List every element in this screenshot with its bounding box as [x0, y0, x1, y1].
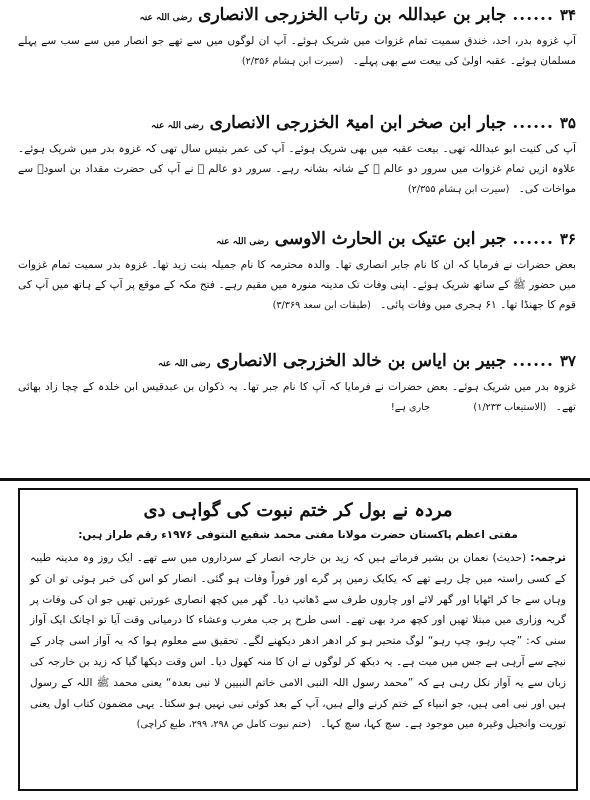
- entry-name: جابر بن عبداللہ بن رتاب الخزرجی الانصاری: [198, 5, 507, 25]
- entry-number: ۳۶: [559, 230, 576, 248]
- entry-dots: ......: [512, 351, 554, 371]
- section-divider: [0, 478, 590, 481]
- article-body: [30, 548, 566, 736]
- entry-body: [18, 31, 576, 72]
- article-text: (حدیث) نعمان بن بشیر فرماتے ہیں کہ زید بن خارجہ انصار کے سرداروں میں سے تھے۔ ایک روز وہ مدینہ طیبہ کے کسی راستہ میں چل رہے تھے کہ یکایک زمین پر گرے اور فوراً وفات ہو گئی۔ انصار کو اس کی خبر ہوئی تو ان کو وہاں سے جا کر اٹھایا اور گھر لائے اور چاروں طرف سے ڈھانپ دیا۔ گھر میں کچھ انصاری عورتیں تھیں جو ان کی وفات پر گریہ وزاری میں مبتلا تھیں اور کچھ مرد بھی تھے۔ اسی طرح پر جب مغرب وعشاء کا درمیانی وقت آیا تو اچانک ایک آواز سنی کہ: ”چپ رہو، چپ رہو“ لوگ متحیر ہو کر ادھر ادھر دیکھنے لگے۔ تحقیق سے معلوم ہوا کہ یہ آواز اسی چادر کے نیچے سے آرہی ہے جس میں میت ہے۔ یہ دیکھ کر لوگوں نے ان کا منہ کھول دیا۔ اس وقت دیکھا گیا کہ زید بن خارجہ کی زبان سے یہ آواز نکل رہی ہے کہ ”محمد رسول اللہ النبی الامی خاتم النبیین لا نبی بعدہ“ یعنی محمد ﷺ اللہ کے رسول ہیں اور نبی امی ہیں، جو انبیاء کے ختم کرنے والے ہیں، آپ کے بعد کوئی نبی نہیں ہو سکتا۔ یہی مضمون کتاب اول یعنی توریت وانجیل وغیرہ میں موجود ہے۔ سچ کہا، سچ کہا۔: [30, 552, 566, 731]
- entry-body: [18, 139, 576, 200]
- honorific: رضی اللہ عنہ: [216, 237, 269, 247]
- honorific: رضی اللہ عنہ: [157, 359, 211, 369]
- article-title: مردہ نے بول کر ختم نبوت کی گواہی دی: [143, 500, 453, 521]
- entry-body: [18, 377, 576, 418]
- entry-dots: ......: [512, 229, 554, 249]
- honorific: رضی اللہ عنہ: [150, 121, 204, 131]
- entry-dots: ......: [512, 113, 554, 133]
- article-box: [18, 488, 578, 791]
- entry-number: ۳۴: [559, 6, 576, 24]
- entry-text: آپ غزوہ بدر، احد، خندق سمیت تمام غزوات میں شریک ہوئے۔ آپ ان لوگوں میں سے تھے جو انصار میں سے سب سے پہلے مسلمان ہوئے۔ عقبہ اولیٰ کی بیعت سے بھی پہلے۔: [18, 35, 576, 67]
- article-reference: (ختم نبوت کامل ص ۲۹۸، ۲۹۹، طبع کراچی): [136, 719, 311, 731]
- entry-reference: (طبقات ابن سعد ۳/۳۶۹): [272, 300, 371, 311]
- entry-36: [18, 228, 576, 316]
- entry-text: آپ کی کنیت ابو عبداللہ تھی۔ بیعت عقبہ میں بھی شریک ہوئے۔ آپ کی عمر بتیس سال تھی کہ غزوہ بدر میں شریک ہوئے۔ علاوہ ازیں تمام غزوات میں سرور دو عالم ﷺ کے شانہ بشانہ رہے۔ سرور دو عالم ﷺ نے آپ کی حضرت مقداد بن اسودؓ سے مواخات کی۔: [18, 143, 576, 195]
- entry-heading: [18, 228, 576, 253]
- entry-body: [18, 255, 576, 316]
- entry-heading: [18, 4, 576, 29]
- entry-text: غزوہ بدر میں شریک ہوئے۔ بعض حضرات نے فرمایا کہ آپ کا نام جبر تھا۔ یہ ذکوان بن عبدقیس ابن خلدہ کے چچا زاد بھائی تھے۔: [18, 381, 576, 413]
- entry-35: [18, 112, 576, 200]
- entry-reference: (سیرت ابن ہشام ۲/۳۵۶): [241, 56, 344, 67]
- entry-37: [18, 350, 576, 418]
- honorific: رضی اللہ عنہ: [139, 13, 193, 23]
- entry-name: جبار ابن صخر ابن امیۃ الخزرجی الانصاری: [209, 113, 507, 133]
- entry-text: بعض حضرات نے فرمایا کہ ان کا نام جابر انصاری تھا۔ والدہ محترمہ کا نام جمیلہ بنت زید تھا۔ غزوہ بدر سمیت تمام غزوات میں حضور ﷺ کے ساتھ شریک ہوئے۔ اپنی وفات تک مدینہ منورہ میں مقیم رہے۔ فتح مکہ کے موقع پر آپ کے ہاتھ میں آپ کی قوم کا جھنڈا تھا۔ ۶۱ ہجری میں وفات پائی۔: [18, 259, 576, 311]
- entry-heading: [18, 112, 576, 137]
- continued-note: جاری ہے!: [390, 402, 431, 413]
- entry-number: ۳۵: [559, 114, 576, 132]
- entry-name: جبر ابن عتیک بن الحارث الاوسی: [274, 229, 507, 249]
- translation-label: ترجمہ:: [530, 552, 566, 564]
- entry-number: ۳۷: [559, 352, 576, 370]
- article-subtitle: مفتی اعظم پاکستان حضرت مولانا مفتی محمد شفیع النتوفی ۱۹۷۶ء رقم طراز ہیں:: [78, 529, 518, 541]
- entry-reference: (الاستیعاب ۱/۲۳۳): [473, 402, 547, 413]
- entry-reference: (سیرت ابن ہشام ۲/۳۵۵): [407, 184, 510, 195]
- entry-heading: [18, 350, 576, 375]
- entry-34: [18, 4, 576, 72]
- entry-name: جبیر بن ایاس بن خالد الخزرجی الانصاری: [216, 351, 507, 371]
- entry-dots: ......: [512, 5, 554, 25]
